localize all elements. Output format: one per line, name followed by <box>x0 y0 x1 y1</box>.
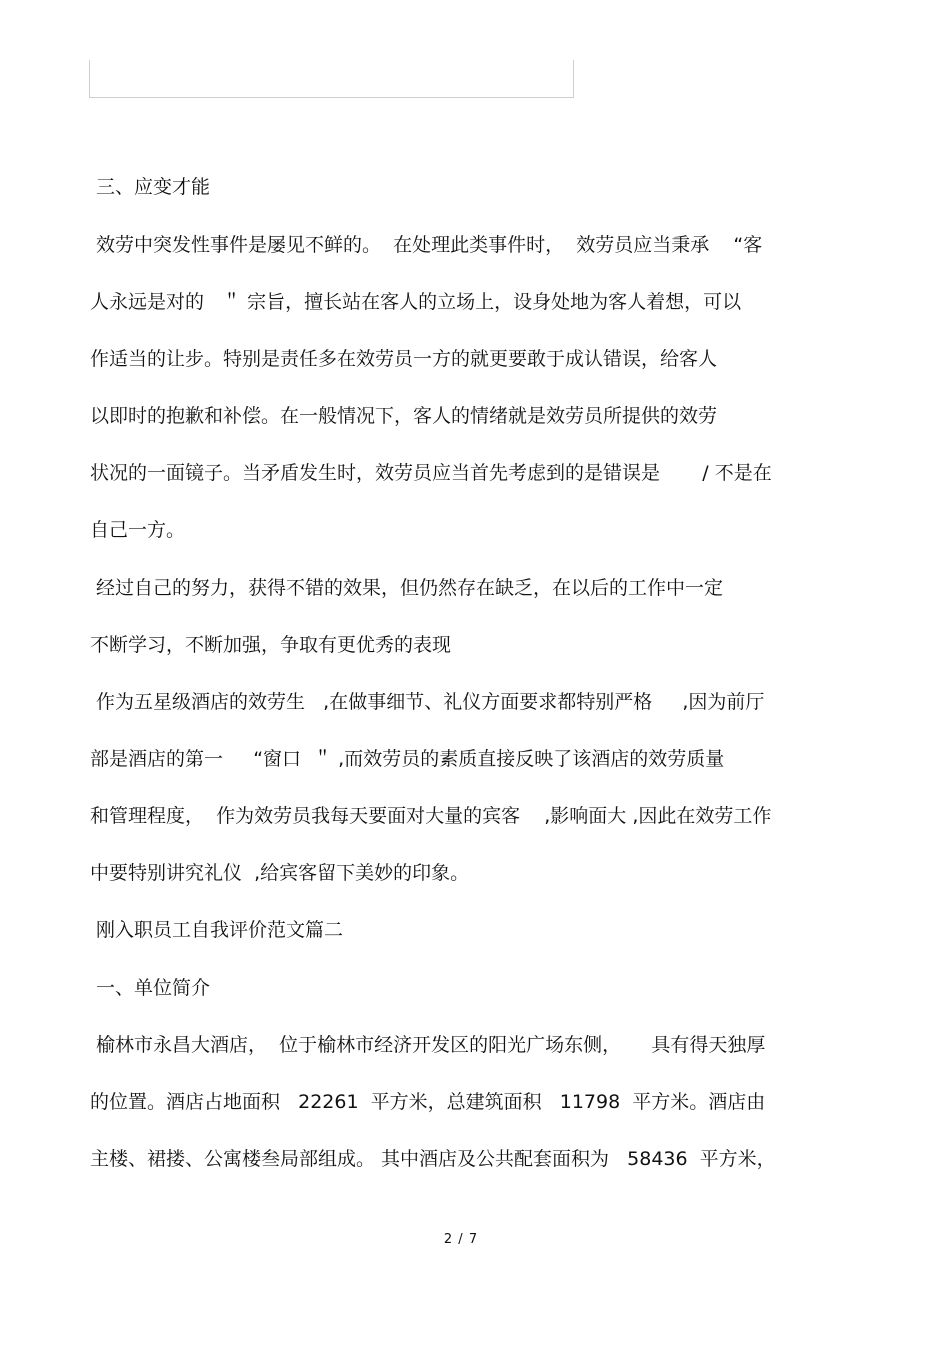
text-line: 部是酒店的第一 “窗口 ＂ ,而效劳员的素质直接反映了该酒店的效劳质量 <box>90 748 725 770</box>
text-line: 作为五星级酒店的效劳生 ,在做事细节、礼仪方面要求都特别严格 ,因为前厅 <box>90 691 765 713</box>
text-line: 刚入职员工自我评价范文篇二 <box>90 919 344 941</box>
text-line: 状况的一面镜子。当矛盾发生时，效劳员应当首先考虑到的是错误是 / 不是在 <box>90 462 772 484</box>
text-line: 主楼、裙搂、公寓楼叁局部组成。 其中酒店及公共配套面积为 58436 平方米， <box>90 1148 776 1170</box>
text-line: 以即时的抱歉和补偿。在一般情况下，客人的情绪就是效劳员所提供的效劳 <box>90 405 718 427</box>
text-line: 经过自己的努力，获得不错的效果，但仍然存在缺乏，在以后的工作中一定 <box>90 577 724 599</box>
top-box-border <box>89 60 574 98</box>
text-line: 人永远是对的 ＂ 宗旨，擅长站在客人的立场上，设身处地为客人着想，可以 <box>90 291 742 313</box>
page-number: 2 / 7 <box>443 1232 479 1247</box>
text-line: 不断学习，不断加强，争取有更优秀的表现 <box>90 634 452 656</box>
text-line: 自己一方。 <box>90 519 186 541</box>
text-line: 一、单位简介 <box>90 977 211 999</box>
text-line: 和管理程度， 作为效劳员我每天要面对大量的宾客 ,影响面大 ,因此在效劳工作 <box>90 805 772 827</box>
text-line: 榆林市永昌大酒店， 位于榆林市经济开发区的阳光广场东侧， 具有得天独厚 <box>90 1034 766 1056</box>
text-line: 效劳中突发性事件是屡见不鲜的。 在处理此类事件时， 效劳员应当秉承 “客 <box>90 234 763 256</box>
text-line: 的位置。酒店占地面积 22261 平方米，总建筑面积 11798 平方米。酒店由 <box>90 1091 766 1113</box>
text-line: 中要特别讲究礼仪 ,给宾客留下美妙的印象。 <box>90 862 470 884</box>
text-line: 三、应变才能 <box>90 176 211 198</box>
text-line: 作适当的让步。特别是责任多在效劳员一方的就更要敢于成认错误，给客人 <box>90 348 718 370</box>
